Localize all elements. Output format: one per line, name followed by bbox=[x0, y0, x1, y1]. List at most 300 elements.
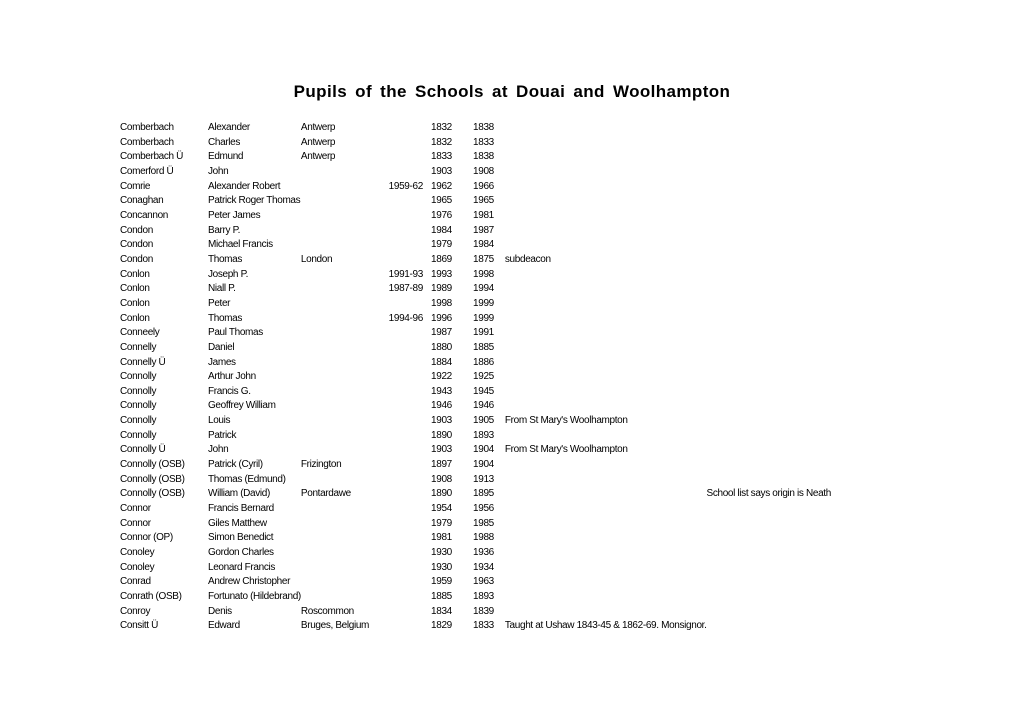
extra-note-cell bbox=[707, 282, 831, 297]
year-entered-cell: 1880 bbox=[431, 341, 452, 353]
place-cell bbox=[301, 531, 386, 546]
table-row bbox=[120, 312, 831, 327]
table-row bbox=[120, 385, 831, 400]
place-cell bbox=[301, 385, 386, 400]
extra-note-cell bbox=[707, 414, 831, 429]
extra-note-cell bbox=[707, 561, 831, 576]
extra-note-cell bbox=[707, 268, 831, 283]
note-cell bbox=[496, 458, 707, 473]
place-cell bbox=[301, 341, 386, 356]
place-cell bbox=[301, 517, 386, 532]
prep-years-cell bbox=[386, 297, 423, 312]
forenames-cell: Edmund bbox=[208, 151, 244, 163]
forenames-cell: Patrick Roger Thomas bbox=[208, 195, 301, 207]
note-cell bbox=[496, 341, 707, 356]
year-entered-cell: 1998 bbox=[431, 297, 452, 309]
year-left-cell: 1956 bbox=[473, 503, 494, 515]
note-cell bbox=[496, 209, 707, 224]
year-left-cell: 1999 bbox=[473, 297, 494, 309]
place-cell bbox=[301, 209, 386, 224]
year-entered-cell: 1833 bbox=[431, 151, 452, 163]
year-left-cell: 1885 bbox=[473, 341, 494, 353]
forenames-cell: Andrew Christopher bbox=[208, 576, 291, 588]
note-cell bbox=[496, 356, 707, 371]
surname-cell: Connolly (OSB) bbox=[120, 473, 185, 485]
prep-years-cell bbox=[386, 546, 423, 561]
year-left-cell: 1981 bbox=[473, 209, 494, 221]
prep-years-cell bbox=[386, 238, 423, 253]
prep-years-cell bbox=[386, 487, 423, 502]
prep-years-cell bbox=[386, 605, 423, 620]
prep-years-cell: 1991-93 bbox=[388, 268, 423, 280]
table-row bbox=[120, 297, 831, 312]
table-row bbox=[120, 165, 831, 180]
place-cell: Antwerp bbox=[300, 151, 336, 163]
prep-years-cell: 1987-89 bbox=[388, 283, 423, 295]
place-cell bbox=[301, 224, 386, 239]
year-left-cell: 1893 bbox=[473, 429, 494, 441]
surname-cell: Conneely bbox=[120, 327, 160, 339]
prep-years-cell bbox=[386, 575, 423, 590]
note-cell bbox=[496, 224, 707, 239]
extra-note-cell bbox=[707, 473, 831, 488]
place-cell: Pontardawe bbox=[300, 488, 351, 500]
year-left-cell: 1998 bbox=[473, 268, 494, 280]
table-row bbox=[120, 194, 831, 209]
place-cell bbox=[301, 561, 386, 576]
surname-cell: Concannon bbox=[120, 209, 169, 221]
place-cell bbox=[301, 312, 386, 327]
table-row bbox=[120, 399, 831, 414]
place-cell bbox=[301, 180, 386, 195]
forenames-cell: Fortunato (Hildebrand) bbox=[208, 591, 301, 602]
surname-cell: Conroy bbox=[120, 605, 151, 617]
forenames-cell: Joseph P. bbox=[208, 268, 249, 280]
table-row bbox=[120, 458, 831, 473]
surname-cell: Condon bbox=[120, 224, 153, 236]
year-entered-cell: 1832 bbox=[431, 122, 452, 133]
year-left-cell: 1984 bbox=[473, 239, 494, 251]
table-row bbox=[120, 619, 831, 634]
forenames-cell: Barry P. bbox=[208, 224, 241, 236]
note-cell bbox=[496, 297, 707, 312]
surname-cell: Conoley bbox=[120, 547, 155, 559]
note-cell bbox=[496, 399, 707, 414]
year-entered-cell: 1954 bbox=[431, 503, 452, 515]
year-left-cell: 1987 bbox=[473, 224, 494, 236]
extra-note-cell bbox=[707, 370, 831, 385]
extra-note-cell bbox=[707, 297, 831, 312]
extra-note-cell bbox=[707, 590, 831, 605]
table-row bbox=[120, 224, 831, 239]
extra-note-cell bbox=[707, 326, 831, 341]
place-cell: Antwerp bbox=[300, 122, 336, 133]
year-left-cell: 1988 bbox=[473, 532, 494, 544]
prep-years-cell bbox=[386, 356, 423, 371]
year-entered-cell: 1987 bbox=[431, 327, 452, 339]
place-cell bbox=[301, 165, 386, 180]
extra-note-cell bbox=[707, 165, 831, 180]
year-entered-cell: 1946 bbox=[431, 400, 452, 412]
forenames-cell: John bbox=[208, 444, 229, 456]
year-left-cell: 1895 bbox=[473, 488, 494, 500]
surname-cell: Comberbach bbox=[120, 122, 174, 133]
place-cell bbox=[301, 370, 386, 385]
surname-cell: Comrie bbox=[120, 180, 151, 192]
note-cell bbox=[496, 282, 707, 297]
forenames-cell: Charles bbox=[208, 136, 241, 148]
note-cell bbox=[496, 429, 707, 444]
surname-cell: Connelly Ü bbox=[120, 356, 166, 368]
table-row bbox=[120, 341, 831, 356]
prep-years-cell bbox=[386, 517, 423, 532]
surname-cell: Connor (OP) bbox=[120, 532, 173, 544]
forenames-cell: William (David) bbox=[208, 488, 270, 500]
surname-cell: Connolly bbox=[120, 385, 157, 397]
table-row bbox=[120, 121, 831, 136]
prep-years-cell bbox=[386, 502, 423, 517]
place-cell bbox=[301, 194, 386, 209]
prep-years-cell bbox=[386, 429, 423, 444]
place-cell: Antwerp bbox=[300, 136, 336, 148]
forenames-cell: Giles Matthew bbox=[208, 517, 267, 529]
table-row bbox=[120, 150, 831, 165]
year-left-cell: 1965 bbox=[473, 195, 494, 207]
extra-note-cell bbox=[707, 224, 831, 239]
prep-years-cell bbox=[386, 443, 423, 458]
year-entered-cell: 1981 bbox=[431, 532, 452, 544]
prep-years-cell bbox=[386, 224, 423, 239]
year-entered-cell: 1903 bbox=[431, 444, 452, 456]
note-cell: From St Mary's Woolhampton bbox=[504, 444, 628, 456]
note-cell bbox=[496, 136, 707, 151]
year-left-cell: 1999 bbox=[473, 312, 494, 324]
extra-note-cell bbox=[707, 502, 831, 517]
table-row bbox=[120, 326, 831, 341]
extra-note-cell bbox=[707, 253, 831, 268]
extra-note-cell bbox=[707, 517, 831, 532]
surname-cell: Conlon bbox=[120, 268, 150, 280]
place-cell: Frizington bbox=[300, 459, 342, 471]
year-left-cell: 1838 bbox=[473, 122, 494, 133]
year-left-cell: 1833 bbox=[473, 136, 494, 148]
place-cell bbox=[301, 590, 386, 605]
surname-cell: Comberbach Ü bbox=[120, 151, 184, 163]
forenames-cell: Geoffrey William bbox=[208, 400, 276, 412]
surname-cell: Connolly bbox=[120, 429, 157, 441]
year-left-cell: 1893 bbox=[473, 591, 494, 602]
note-cell bbox=[496, 180, 707, 195]
place-cell bbox=[301, 399, 386, 414]
extra-note-cell bbox=[707, 121, 831, 136]
year-entered-cell: 1984 bbox=[431, 224, 452, 236]
forenames-cell: Francis G. bbox=[208, 385, 251, 397]
surname-cell: Condon bbox=[120, 253, 153, 265]
year-left-cell: 1994 bbox=[473, 283, 494, 295]
prep-years-cell bbox=[386, 253, 423, 268]
prep-years-cell bbox=[386, 399, 423, 414]
prep-years-cell: 1994-96 bbox=[388, 312, 423, 324]
place-cell bbox=[301, 268, 386, 283]
note-cell bbox=[496, 531, 707, 546]
place-cell bbox=[301, 414, 386, 429]
forenames-cell: Edward bbox=[208, 620, 240, 632]
year-left-cell: 1875 bbox=[473, 253, 494, 265]
note-cell bbox=[496, 385, 707, 400]
year-entered-cell: 1979 bbox=[431, 239, 452, 251]
extra-note-cell bbox=[707, 399, 831, 414]
prep-years-cell bbox=[386, 121, 423, 136]
surname-cell: Connolly Ü bbox=[120, 444, 166, 456]
year-left-cell: 1936 bbox=[473, 547, 494, 559]
year-left-cell: 1839 bbox=[473, 605, 494, 617]
year-entered-cell: 1965 bbox=[431, 195, 452, 207]
forenames-cell: Thomas (Edmund) bbox=[208, 473, 286, 485]
year-entered-cell: 1996 bbox=[431, 312, 452, 324]
table-row bbox=[120, 487, 831, 502]
extra-note-cell bbox=[707, 312, 831, 327]
forenames-cell: Louis bbox=[208, 415, 231, 427]
note-cell bbox=[496, 238, 707, 253]
table-row bbox=[120, 517, 831, 532]
prep-years-cell bbox=[386, 619, 423, 634]
surname-cell: Connor bbox=[120, 517, 151, 529]
note-cell bbox=[496, 502, 707, 517]
note-cell bbox=[496, 546, 707, 561]
table-row bbox=[120, 429, 831, 444]
year-left-cell: 1838 bbox=[473, 151, 494, 163]
extra-note-cell bbox=[707, 575, 831, 590]
extra-note-cell bbox=[707, 546, 831, 561]
table-row bbox=[120, 209, 831, 224]
surname-cell: Connolly (OSB) bbox=[120, 488, 185, 500]
pupil-rows bbox=[120, 121, 831, 634]
extra-note-cell bbox=[707, 341, 831, 356]
year-left-cell: 1963 bbox=[473, 576, 494, 588]
table-row bbox=[120, 605, 831, 620]
year-entered-cell: 1869 bbox=[431, 253, 452, 265]
forenames-cell: Paul Thomas bbox=[208, 327, 263, 339]
extra-note-cell bbox=[707, 180, 831, 195]
extra-note-cell: School list says origin is Neath bbox=[706, 488, 831, 500]
table-row bbox=[120, 502, 831, 517]
note-cell bbox=[496, 517, 707, 532]
surname-cell: Connolly bbox=[120, 371, 157, 383]
year-left-cell: 1904 bbox=[473, 444, 494, 456]
surname-cell: Connelly bbox=[120, 341, 157, 353]
year-left-cell: 1985 bbox=[473, 517, 494, 529]
extra-note-cell bbox=[707, 458, 831, 473]
surname-cell: Conlon bbox=[120, 297, 150, 309]
forenames-cell: Niall P. bbox=[208, 283, 236, 295]
note-cell bbox=[496, 165, 707, 180]
note-cell bbox=[496, 590, 707, 605]
year-entered-cell: 1979 bbox=[431, 517, 452, 529]
table-row bbox=[120, 356, 831, 371]
year-left-cell: 1908 bbox=[473, 165, 494, 177]
surname-cell: Consitt Ü bbox=[120, 620, 158, 632]
table-row bbox=[120, 590, 831, 605]
extra-note-cell bbox=[707, 209, 831, 224]
table-row bbox=[120, 253, 831, 268]
year-entered-cell: 1943 bbox=[431, 385, 452, 397]
note-cell: Taught at Ushaw 1843-45 & 1862-69. Monsignor. bbox=[504, 620, 707, 632]
forenames-cell: Daniel bbox=[208, 341, 235, 353]
surname-cell: Conlon bbox=[120, 312, 150, 324]
forenames-cell: Thomas bbox=[208, 312, 243, 324]
note-cell bbox=[496, 121, 707, 136]
place-cell bbox=[301, 575, 386, 590]
page-title: Pupils of the Schools at Douai and Woolhampton bbox=[293, 82, 731, 101]
prep-years-cell bbox=[386, 194, 423, 209]
year-left-cell: 1833 bbox=[473, 620, 494, 632]
pupil-register-table bbox=[120, 121, 831, 634]
table-row bbox=[120, 136, 831, 151]
note-cell bbox=[496, 473, 707, 488]
table-row bbox=[120, 268, 831, 283]
table-row bbox=[120, 575, 831, 590]
year-entered-cell: 1890 bbox=[431, 488, 452, 500]
year-entered-cell: 1884 bbox=[431, 356, 452, 368]
table-row bbox=[120, 370, 831, 385]
prep-years-cell bbox=[386, 209, 423, 224]
place-cell: Bruges, Belgium bbox=[300, 620, 370, 632]
note-cell bbox=[496, 575, 707, 590]
note-cell bbox=[496, 487, 707, 502]
year-entered-cell: 1903 bbox=[431, 415, 452, 427]
surname-cell: Conlon bbox=[120, 283, 150, 295]
prep-years-cell: 1959-62 bbox=[388, 180, 423, 192]
year-entered-cell: 1832 bbox=[431, 136, 452, 148]
year-left-cell: 1886 bbox=[473, 356, 494, 368]
year-entered-cell: 1903 bbox=[431, 165, 452, 177]
prep-years-cell bbox=[386, 150, 423, 165]
note-cell bbox=[496, 370, 707, 385]
place-cell bbox=[301, 429, 386, 444]
year-left-cell: 1945 bbox=[473, 385, 494, 397]
extra-note-cell bbox=[707, 429, 831, 444]
surname-cell: Conaghan bbox=[120, 195, 164, 207]
place-cell bbox=[301, 297, 386, 312]
forenames-cell: Alexander Robert bbox=[208, 180, 281, 192]
year-entered-cell: 1834 bbox=[431, 605, 452, 617]
forenames-cell: Patrick (Cyril) bbox=[208, 459, 263, 471]
forenames-cell: Peter bbox=[208, 297, 231, 309]
place-cell: London bbox=[300, 253, 333, 265]
extra-note-cell bbox=[707, 238, 831, 253]
year-entered-cell: 1930 bbox=[431, 561, 452, 573]
note-cell bbox=[496, 605, 707, 620]
prep-years-cell bbox=[386, 414, 423, 429]
place-cell bbox=[301, 326, 386, 341]
surname-cell: Comerford Ü bbox=[120, 165, 174, 177]
place-cell bbox=[301, 546, 386, 561]
year-left-cell: 1991 bbox=[473, 327, 494, 339]
forenames-cell: Peter James bbox=[208, 209, 261, 221]
table-row bbox=[120, 561, 831, 576]
note-cell bbox=[496, 150, 707, 165]
forenames-cell: Leonard Francis bbox=[208, 561, 276, 573]
forenames-cell: Gordon Charles bbox=[208, 547, 274, 559]
place-cell bbox=[301, 502, 386, 517]
year-entered-cell: 1962 bbox=[431, 180, 452, 192]
year-entered-cell: 1959 bbox=[431, 576, 452, 588]
table-row bbox=[120, 414, 831, 429]
extra-note-cell bbox=[707, 531, 831, 546]
extra-note-cell bbox=[707, 150, 831, 165]
extra-note-cell bbox=[707, 356, 831, 371]
surname-cell: Condon bbox=[120, 239, 153, 251]
year-entered-cell: 1897 bbox=[431, 459, 452, 471]
year-left-cell: 1913 bbox=[473, 473, 494, 485]
year-entered-cell: 1922 bbox=[431, 371, 452, 383]
year-entered-cell: 1976 bbox=[431, 209, 452, 221]
table-row bbox=[120, 282, 831, 297]
year-entered-cell: 1829 bbox=[431, 620, 452, 632]
note-cell bbox=[496, 194, 707, 209]
year-left-cell: 1925 bbox=[473, 371, 494, 383]
extra-note-cell bbox=[707, 605, 831, 620]
year-entered-cell: 1993 bbox=[431, 268, 452, 280]
surname-cell: Conoley bbox=[120, 561, 155, 573]
year-entered-cell: 1908 bbox=[431, 473, 452, 485]
surname-cell: Conrad bbox=[120, 576, 151, 588]
table-row bbox=[120, 180, 831, 195]
year-entered-cell: 1885 bbox=[431, 591, 452, 602]
forenames-cell: James bbox=[208, 356, 236, 368]
year-left-cell: 1946 bbox=[473, 400, 494, 412]
prep-years-cell bbox=[386, 473, 423, 488]
note-cell bbox=[496, 561, 707, 576]
place-cell bbox=[301, 238, 386, 253]
forenames-cell: Michael Francis bbox=[208, 239, 273, 251]
prep-years-cell bbox=[386, 458, 423, 473]
year-left-cell: 1904 bbox=[473, 459, 494, 471]
extra-note-cell bbox=[707, 443, 831, 458]
table-row bbox=[120, 443, 831, 458]
year-left-cell: 1934 bbox=[473, 561, 494, 573]
extra-note-cell bbox=[707, 619, 831, 634]
year-entered-cell: 1989 bbox=[431, 283, 452, 295]
prep-years-cell bbox=[386, 165, 423, 180]
surname-cell: Connolly (OSB) bbox=[120, 459, 185, 471]
prep-years-cell bbox=[386, 370, 423, 385]
extra-note-cell bbox=[707, 385, 831, 400]
prep-years-cell bbox=[386, 385, 423, 400]
surname-cell: Connolly bbox=[120, 400, 157, 412]
table-row bbox=[120, 546, 831, 561]
forenames-cell: Francis Bernard bbox=[208, 503, 274, 515]
extra-note-cell bbox=[707, 136, 831, 151]
place-cell bbox=[301, 282, 386, 297]
place-cell: Roscommon bbox=[300, 605, 354, 617]
year-entered-cell: 1930 bbox=[431, 547, 452, 559]
note-cell bbox=[496, 268, 707, 283]
year-left-cell: 1966 bbox=[473, 180, 494, 192]
prep-years-cell bbox=[386, 590, 423, 605]
forenames-cell: Simon Benedict bbox=[208, 532, 274, 544]
place-cell bbox=[301, 473, 386, 488]
prep-years-cell bbox=[386, 326, 423, 341]
place-cell bbox=[301, 356, 386, 371]
place-cell bbox=[301, 443, 386, 458]
note-cell bbox=[496, 312, 707, 327]
surname-cell: Connor bbox=[120, 503, 151, 515]
note-cell bbox=[496, 326, 707, 341]
note-cell: subdeacon bbox=[504, 253, 551, 265]
forenames-cell: Alexander bbox=[208, 122, 250, 133]
year-left-cell: 1905 bbox=[473, 415, 494, 427]
